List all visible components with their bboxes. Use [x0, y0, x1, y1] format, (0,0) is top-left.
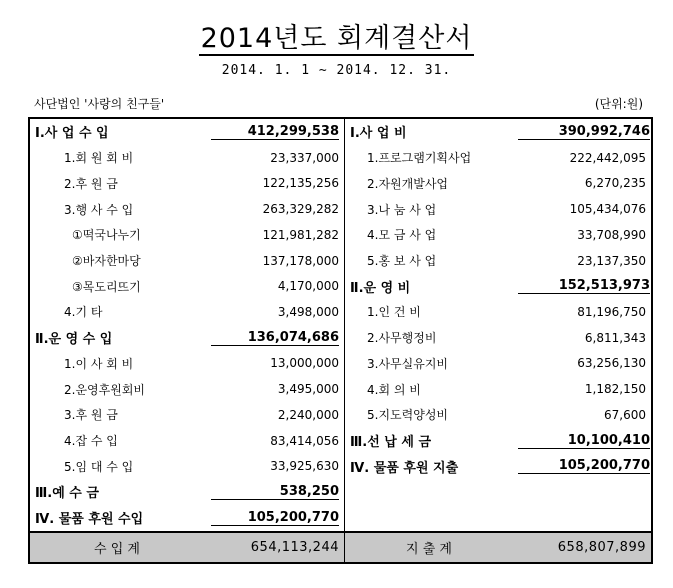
- expense-amount: 152,513,973: [513, 273, 652, 299]
- expense-amount: 33,708,990: [513, 222, 652, 248]
- expense-amount: 6,811,343: [513, 325, 652, 351]
- document-title: 2014년도 회계결산서: [200, 23, 473, 54]
- table-row: [29, 248, 652, 274]
- expense-amount: [513, 505, 652, 532]
- expense-item: 4.모 금 사 업: [367, 228, 437, 243]
- income-item: Ⅱ.운 영 수 입: [29, 325, 204, 351]
- expense-amount: 23,137,350: [513, 248, 652, 274]
- expense-item: 2.사무행정비: [367, 331, 437, 346]
- income-item: 5.임 대 수 입: [29, 453, 204, 479]
- expense-total-value: 658,807,899: [513, 532, 652, 563]
- table-row: [29, 402, 652, 428]
- expense-amount: 1,182,150: [513, 376, 652, 402]
- table-row: [29, 351, 652, 377]
- table-row: [29, 145, 652, 171]
- expense-amount: 390,992,746: [513, 118, 652, 145]
- table-row: [29, 170, 652, 196]
- expense-amount: 63,256,130: [513, 351, 652, 377]
- income-amount: 538,250: [204, 479, 345, 505]
- income-item: 4.잡 수 입: [29, 428, 204, 454]
- expense-amount: 222,442,095: [513, 145, 652, 171]
- income-amount: 3,498,000: [204, 299, 345, 325]
- income-total-value: 654,113,244: [204, 532, 345, 563]
- settlement-table: [28, 117, 653, 564]
- income-item: ③목도리뜨기: [29, 273, 204, 299]
- table-row: [29, 299, 652, 325]
- income-item: 2.후 원 금: [29, 170, 204, 196]
- table-row: [29, 222, 652, 248]
- expense-item: 2.자원개발사업: [367, 176, 449, 191]
- income-amount: 412,299,538: [204, 118, 345, 145]
- income-amount: 4,170,000: [204, 273, 345, 299]
- income-item: 4.기 타: [29, 299, 204, 325]
- table-row: [29, 196, 652, 222]
- fiscal-period: 2014. 1. 1 ~ 2014. 12. 31.: [221, 63, 452, 78]
- income-item: 2.운영후원회비: [29, 376, 204, 402]
- income-amount: 3,495,000: [204, 376, 345, 402]
- organization-name: 사단법인 '사랑의 친구들': [34, 97, 165, 111]
- income-item: 1.이 사 회 비: [29, 351, 204, 377]
- total-row: [29, 532, 652, 563]
- table-row: [29, 428, 652, 454]
- income-amount: 23,337,000: [204, 145, 345, 171]
- income-amount: 2,240,000: [204, 402, 345, 428]
- expense-item: 5.홍 보 사 업: [367, 254, 437, 268]
- expense-item: 3.사무실유지비: [367, 356, 449, 371]
- expense-item: Ⅱ.운 영 비: [350, 280, 411, 296]
- income-item: 3.후 원 금: [29, 402, 204, 428]
- expense-amount: 81,196,750: [513, 299, 652, 325]
- income-amount: 263,329,282: [204, 196, 345, 222]
- expense-amount: 67,600: [513, 402, 652, 428]
- expense-item: [345, 479, 514, 505]
- income-amount: 33,925,630: [204, 453, 345, 479]
- table-row: [29, 118, 652, 145]
- income-item: ②바자한마당: [29, 248, 204, 274]
- income-total-label: 수 입 계: [29, 532, 204, 563]
- income-item: 1.회 원 회 비: [29, 145, 204, 171]
- income-item: Ⅰ.사 업 수 입: [29, 118, 204, 145]
- income-amount: 83,414,056: [204, 428, 345, 454]
- income-amount: 122,135,256: [204, 170, 345, 196]
- expense-item: 5.지도력양성비: [367, 408, 449, 423]
- income-item: 3.행 사 수 입: [29, 196, 204, 222]
- income-amount: 105,200,770: [204, 505, 345, 532]
- income-item: ①떡국나누기: [29, 222, 204, 248]
- income-amount: 136,074,686: [204, 325, 345, 351]
- expense-amount: 10,100,410: [513, 428, 652, 454]
- income-amount: 121,981,282: [204, 222, 345, 248]
- currency-unit: (단위:원): [594, 97, 643, 111]
- expense-amount: 105,434,076: [513, 196, 652, 222]
- expense-item: [345, 505, 514, 532]
- expense-amount: 105,200,770: [513, 453, 652, 479]
- table-row: [29, 505, 652, 532]
- table-row: [29, 273, 652, 299]
- expense-item: 4.회 의 비: [367, 382, 421, 397]
- income-item: Ⅲ.예 수 금: [29, 479, 204, 505]
- table-row: [29, 325, 652, 351]
- expense-item: Ⅰ.사 업 비: [345, 118, 514, 145]
- expense-amount: [513, 479, 652, 505]
- expense-item: Ⅲ.선 납 세 금: [350, 435, 432, 451]
- income-amount: 137,178,000: [204, 248, 345, 274]
- income-amount: 13,000,000: [204, 351, 345, 377]
- income-item: Ⅳ. 물품 후원 수입: [29, 505, 204, 532]
- expense-item: 3.나 눔 사 업: [367, 202, 437, 217]
- expense-item: 1.프로그램기획사업: [367, 151, 472, 166]
- expense-total-label: 지 출 계: [345, 532, 514, 563]
- table-row: [29, 479, 652, 505]
- table-row: [29, 453, 652, 479]
- expense-item: Ⅳ. 물품 후원 지출: [350, 460, 459, 476]
- table-row: [29, 376, 652, 402]
- expense-item: 1.인 건 비: [367, 305, 421, 320]
- expense-amount: 6,270,235: [513, 170, 652, 196]
